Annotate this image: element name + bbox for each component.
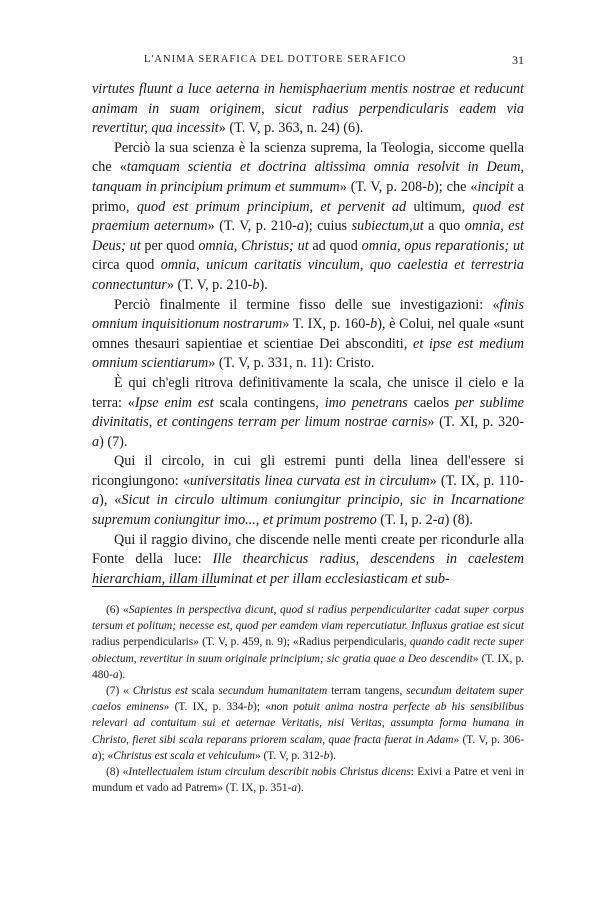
text-run: Qui il circolo, in cui gli estremi punti della linea dell'essere si ricongiungono: «: [92, 453, 524, 489]
text-run: Sapientes in perspectiva dicunt, quod si radius perpendiculariter cadat super corpus tersum et politum; necesse est, quod per eamdem viam repercutiatur. Influxus gratiae est sicut: [92, 604, 524, 633]
paragraph-3: [92, 296, 524, 374]
text-run: » (T. XI, p. 320-: [427, 414, 524, 431]
text-run: ); cuius: [303, 218, 352, 235]
text-run: Christus est: [132, 685, 188, 698]
text-run: ) (7).: [99, 433, 128, 450]
text-run: omnia, opus reparationis; ut: [361, 237, 524, 254]
text-run: quod est primum principium, et pervenit ad: [136, 198, 407, 215]
text-run: » (T. V, p. 306-: [453, 733, 524, 746]
footnote-6: [92, 602, 524, 683]
text-run: ultimum,: [406, 198, 473, 215]
text-run: » (T. V, p. 208-: [339, 178, 427, 195]
text-run: scala: [187, 685, 219, 698]
text-run: a quo: [423, 218, 465, 235]
text-run: incipit: [477, 178, 514, 195]
text-run: (7) «: [106, 685, 133, 698]
footnote-divider: [92, 586, 216, 587]
page-number: 31: [512, 53, 524, 67]
text-run: ) (8).: [444, 512, 473, 529]
text-run: Qui il raggio divino, che discende nelle menti create per ricondurle alla Fonte della luce:: [92, 531, 524, 568]
footnotes: [92, 602, 524, 796]
text-run: a: [92, 433, 100, 450]
text-run: » T. IX, p. 160-: [282, 316, 371, 333]
text-run: circa quod: [92, 257, 161, 274]
text-run: a: [437, 512, 445, 529]
text-run: b: [247, 701, 254, 714]
running-header: [92, 54, 524, 72]
text-run: Christus est scala et vehiculum: [113, 749, 255, 762]
text-run: secundum humanitatem: [218, 685, 328, 698]
text-run: (8) «: [106, 766, 129, 779]
text-run: caelos: [407, 394, 456, 411]
text-run: radius perpendicularis» (T. V, p. 459, n. 9); «Radius perpendicularis,: [92, 636, 410, 649]
text-run: per quod: [140, 237, 199, 254]
text-run: b: [426, 178, 435, 195]
text-run: a: [92, 492, 100, 509]
text-run: (T. I, p. 2-: [376, 512, 438, 529]
text-run: finis omnium inquisitionum nostrarum: [92, 296, 524, 333]
text-run: b: [370, 316, 378, 333]
text-run: ), «: [99, 492, 122, 509]
text-run: quod est praemium aeternum: [92, 198, 525, 235]
text-run: quando cadit recte super obiectum, revertitur in suum originale principium; sic gratia quae a Deo descendit: [92, 636, 524, 665]
text-run: omnia, Christus; ut: [198, 237, 309, 254]
text-run: ad quod: [308, 237, 362, 254]
text-run: subiectum,ut: [351, 218, 424, 235]
text-run: omnia, est Deus; ut: [92, 218, 524, 254]
main-text: [92, 80, 524, 589]
text-run: » (T. V, p. 312-: [254, 749, 324, 762]
text-run: È qui ch'egli ritrova definitivamente la scala, che unisce il cielo e la terra: «: [92, 374, 524, 411]
text-run: secundum deitatem super caelos eminens: [92, 685, 524, 714]
text-run: » (T. V, p. 210-: [207, 218, 297, 235]
text-run: a: [296, 218, 304, 235]
text-run: per sublime divinitatis, et contingens terram per limum nostrae carnis: [92, 394, 524, 431]
paragraph-1: [92, 80, 524, 139]
text-run: non potuit anima nostra perfecte ab his sensibilibus relevari ad contuitum sui et aeternae Veritatis, nisi Veritas, assumpta forma humana in Christo, fieret sibi scala reparans priorem scalam, quae fracta fuerat in Adam: [92, 701, 524, 746]
text-run: a: [112, 668, 119, 681]
footnote-7: [92, 683, 524, 764]
text-run: scala contingens,: [213, 394, 325, 411]
text-run: (6) «: [106, 604, 129, 616]
text-run: Perciò finalmente il termine fisso delle sue investigazioni: «: [114, 296, 500, 313]
text-run: a primo,: [92, 178, 524, 215]
text-run: b: [252, 276, 260, 293]
text-run: imo penetrans: [324, 394, 408, 411]
text-run: » (T. IX, p. 110-: [429, 472, 524, 489]
text-run: a: [291, 782, 298, 795]
text-run: Ille thearchicus radius, descendens in caelestem hierarchiam, illam illuminat et per illam ecclesiasticam et sub-: [92, 551, 524, 587]
text-run: ); che «: [434, 178, 478, 195]
paragraph-4: [92, 374, 524, 452]
paragraph-6: [92, 531, 524, 590]
text-run: Ipse enim est: [134, 394, 214, 411]
footnote-8: [92, 764, 524, 796]
text-run: : Exivi a Patre et veni in mundum et vado ad Patrem» (T. IX, p. 351-: [92, 766, 524, 795]
paragraph-2: [92, 139, 524, 296]
text-run: » (T. V, p. 331, n. 11): Cristo.: [208, 355, 375, 372]
text-run: ).: [329, 749, 336, 762]
text-run: ); «: [253, 701, 271, 714]
text-run: ), è Colui, nel quale «sunt omnes thesauri sapientiae et scientiae Dei absconditi,: [92, 316, 524, 352]
text-run: ).: [259, 276, 268, 293]
text-run: Sicut in circulo ultimum coniungitur principio, sic in Incarnatione supremum coniungitur imo..., et primum postremo: [92, 492, 525, 529]
text-run: b: [323, 749, 330, 762]
text-run: ).: [118, 668, 126, 681]
text-run: tamquam scientia et doctrina altissima omnia resolvit in Deum, tanquam in principium primum et summum: [92, 159, 524, 195]
text-run: universitatis linea curvata est in circulum: [190, 472, 430, 489]
text-run: Intellectualem istum circulum describit nobis Christus dicens: [128, 766, 411, 779]
text-run: omnia, unicum caritatis vinculum, quo caelestia et terrestria connectuntur: [92, 257, 524, 293]
text-run: » (T. IX, p. 480-: [92, 652, 524, 681]
text-run: » (T. IX, p. 334-: [163, 701, 248, 714]
text-run: » (T. V, p. 363, n. 24) (6).: [218, 120, 364, 137]
text-run: » (T. V, p. 210-: [166, 276, 253, 293]
text-run: terram tangens,: [327, 685, 407, 698]
text-run: et ipse est medium omnium scientiarum: [92, 335, 525, 372]
running-title: L'ANIMA SERAFICA DEL DOTTORE SERAFICO: [144, 54, 407, 65]
paragraph-5: [92, 452, 524, 530]
text-run: ); «: [97, 749, 114, 762]
text-run: ).: [297, 782, 304, 795]
text-run: virtutes fluunt a luce aeterna in hemisphaerium mentis nostrae et reducunt animam in suam originem, sicut radius perpendicularis eadem via revertitur, qua incessit: [92, 81, 524, 137]
text-run: a: [92, 749, 98, 762]
text-run: Perciò la sua scienza è la scienza suprema, la Teologia, siccome quella che «: [92, 139, 524, 176]
